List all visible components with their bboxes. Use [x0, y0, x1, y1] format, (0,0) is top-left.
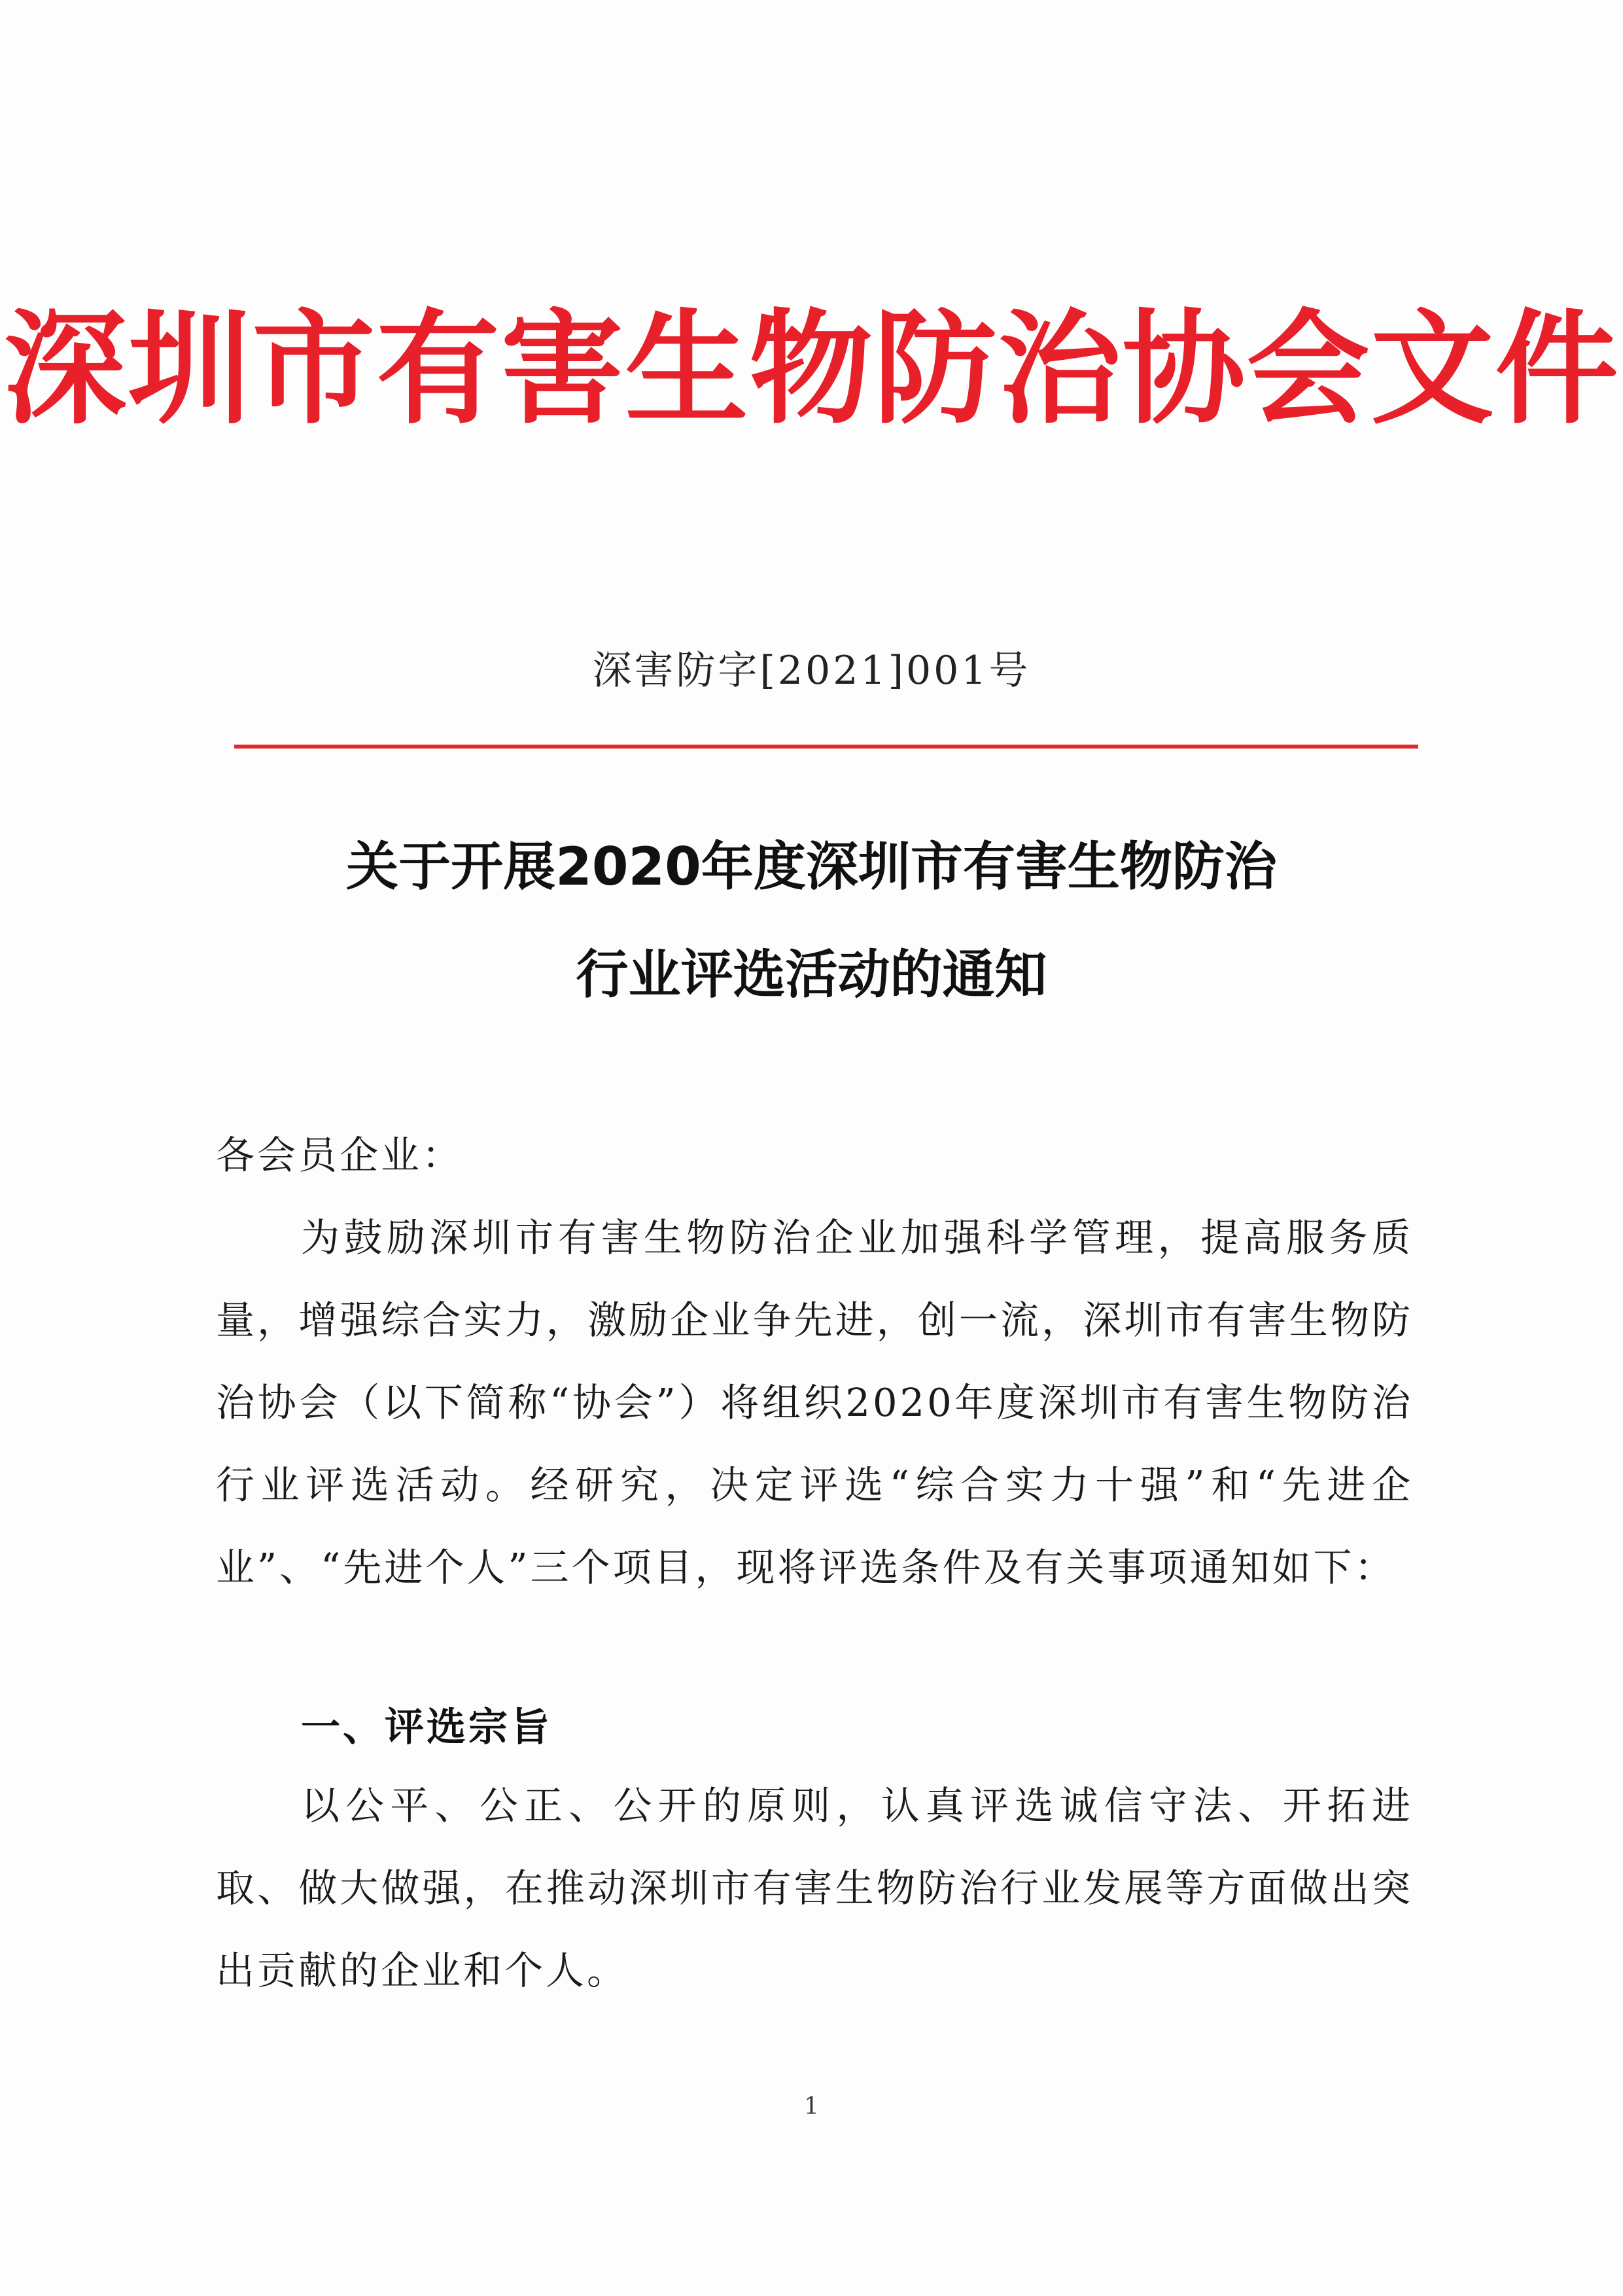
- notice-title-line-2: 行业评选活动的通知: [576, 944, 1047, 1005]
- section-heading-purpose: 一、评选宗旨: [301, 1704, 552, 1750]
- notice-title-line-1: 关于开展2020年度深圳市有害生物防治: [346, 836, 1277, 897]
- page-number: 1: [804, 2093, 819, 2120]
- masthead-title: 深圳市有害生物防治协会文件: [3, 298, 1620, 441]
- paragraph-purpose: 以公平、公正、公开的原则，认真评选诚信守法、开拓进取、做大做强，在推动深圳市有害生物防治行业发展等方面做出突出贡献的企业和个人。: [216, 1783, 1413, 1993]
- document-number: 深害防字[2021]001号: [592, 648, 1031, 694]
- salutation: 各会员企业：: [216, 1133, 464, 1178]
- paragraph-intro: 为鼓励深圳市有害生物防治企业加强科学管理，提高服务质量，增强综合实力，激励企业争先进，创一流，深圳市有害生物防治协会（以下简称“协会”）将组织2020年度深圳市有害生物防治行业评选活动。经研究，决定评选“综合实力十强”和“先进企业”、“先进个人”三个项目，现将评选条件及有关事项通知如下：: [216, 1215, 1413, 1590]
- red-divider-line: [234, 745, 1418, 749]
